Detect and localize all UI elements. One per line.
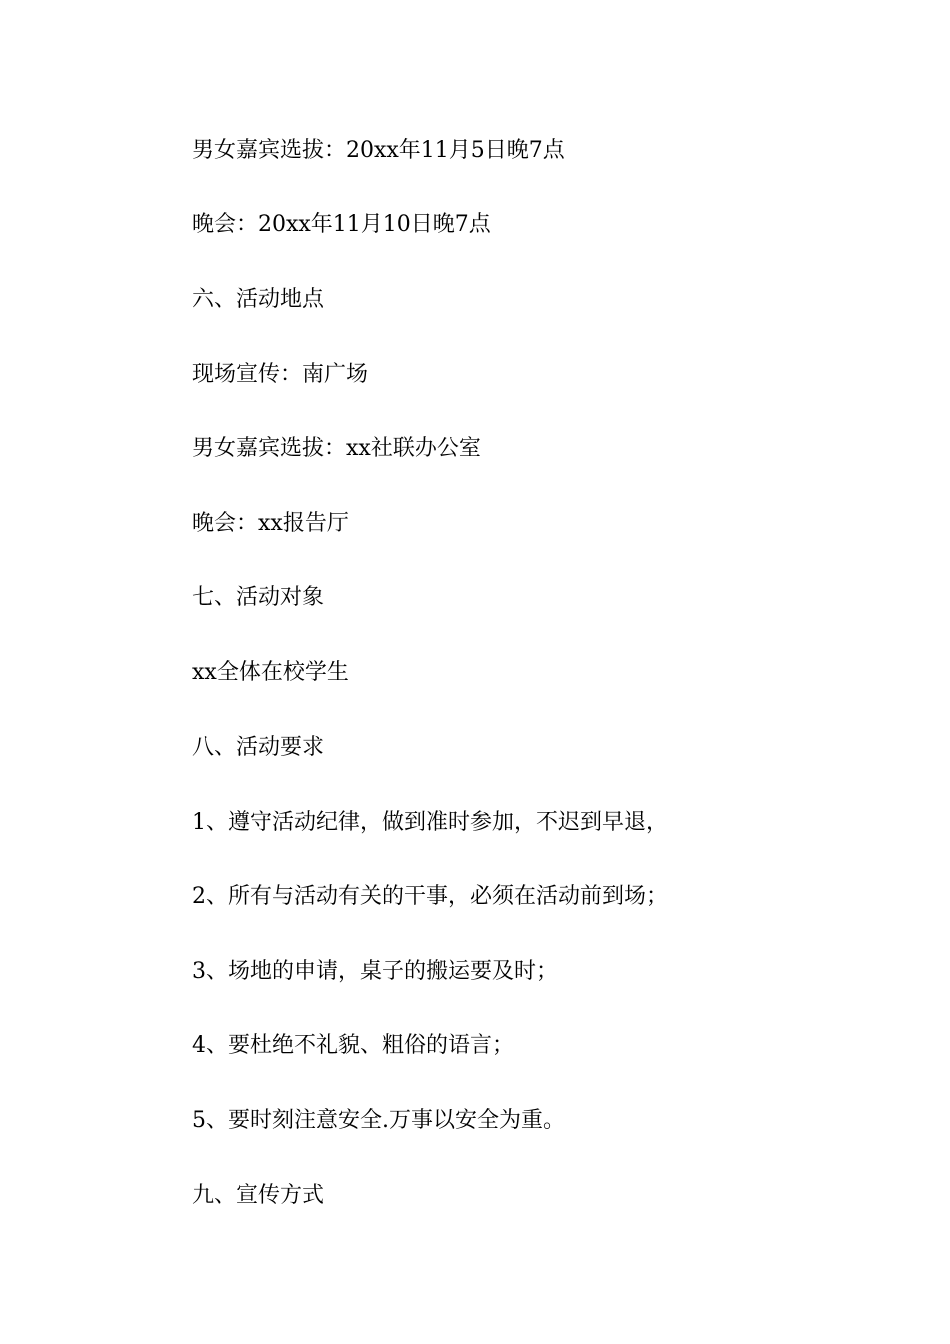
- text-line-guest-selection-location: 男女嘉宾选拔：xx社联办公室: [192, 436, 481, 461]
- section-heading-promotion: 九、宣传方式: [192, 1183, 325, 1208]
- text-line-gala-location: 晚会：xx报告厅: [192, 511, 349, 536]
- requirement-item-1: 1、遵守活动纪律，做到准时参加，不迟到早退，: [192, 810, 668, 835]
- section-heading-audience: 七、活动对象: [192, 585, 325, 610]
- requirement-item-2: 2、所有与活动有关的干事，必须在活动前到场；: [192, 884, 668, 909]
- requirement-item-5: 5、要时刻注意安全.万事以安全为重。: [192, 1108, 565, 1133]
- text-line-onsite-promo-location: 现场宣传：南广场: [192, 362, 369, 387]
- requirement-item-4: 4、要杜绝不礼貌、粗俗的语言；: [192, 1033, 514, 1058]
- section-heading-requirements: 八、活动要求: [192, 735, 325, 760]
- text-line-audience: xx全体在校学生: [192, 660, 349, 685]
- requirement-item-3: 3、场地的申请，桌子的搬运要及时；: [192, 959, 558, 984]
- text-line-guest-selection-time: 男女嘉宾选拔：20xx年11月5日晚7点: [192, 138, 565, 163]
- section-heading-location: 六、活动地点: [192, 287, 325, 312]
- text-line-gala-time: 晚会：20xx年11月10日晚7点: [192, 212, 491, 237]
